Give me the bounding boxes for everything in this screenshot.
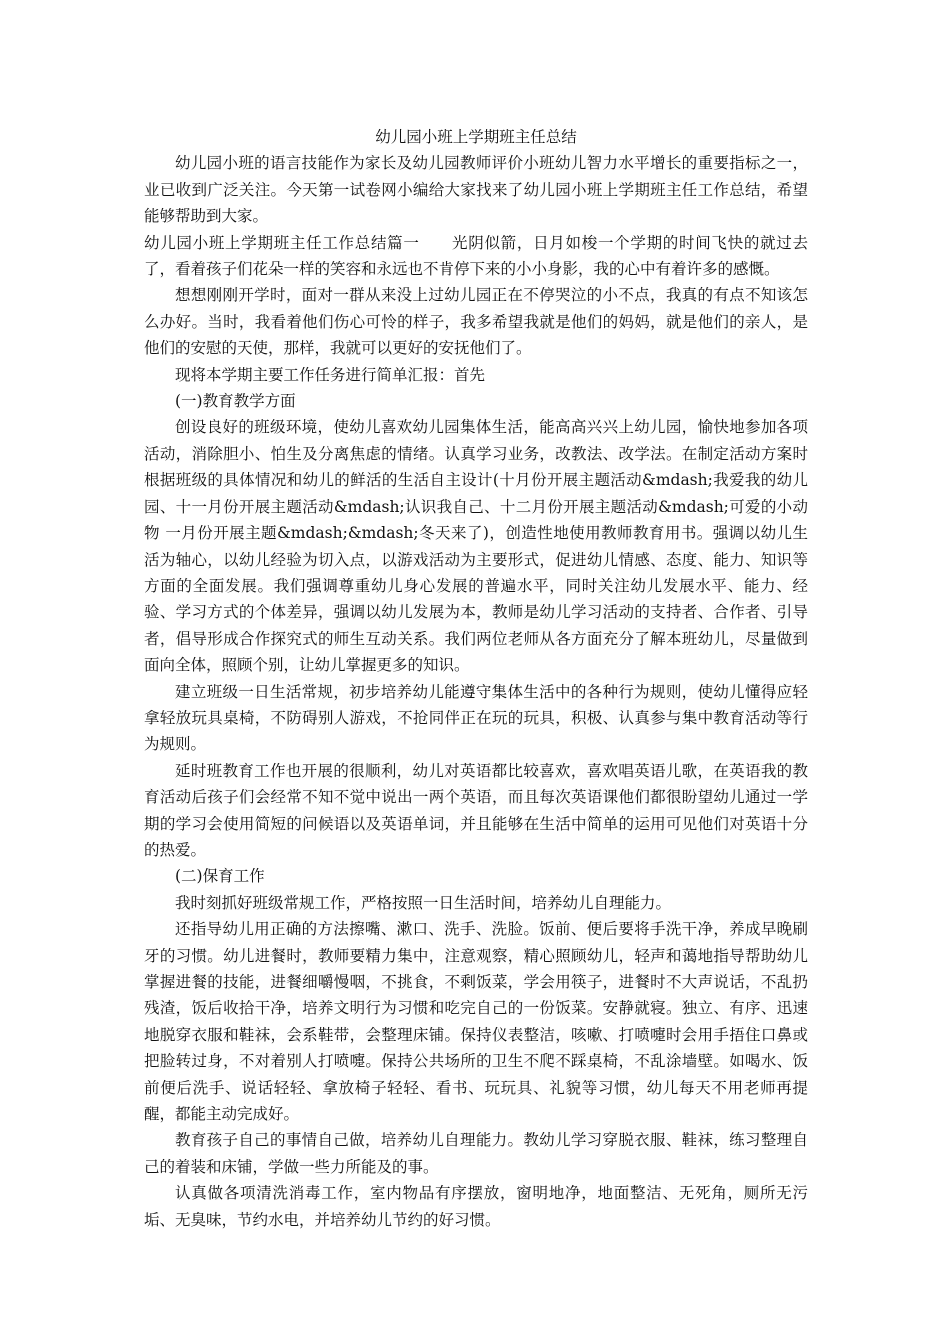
document-body (144, 124, 808, 1233)
paragraph-routine-work: 我时刻抓好班级常规工作，严格按照一日生活时间，培养幼儿自理能力。 (175, 893, 672, 912)
section-heading-care: (二)保育工作 (175, 867, 265, 886)
paragraph-class-environment: 创设良好的班级环境，使幼儿喜欢幼儿园集体生活，能高高兴兴上幼儿园，愉快地参加各项活动，消除胆小、怕生及分离焦虑的情绪。认真学习业务，改教法、改学法。在制定活动方案时根据班级的具体情况和幼儿的鲜活的生活自主设计(十月份开展主题活动&mdash;我爱我的幼儿园、十一月份开展主题活动&mdash;认识我自己、十二月份开展主题活动&mdash;可爱的小动物 一月份开展主题&mdash;&mdash;冬天来了)，创造性地使用教师教育用书。强调以幼儿生活为轴心，以幼儿经验为切入点，以游戏活动为主要形式，促进幼儿情感、态度、能力、知识等方面的全面发展。我们强调尊重幼儿身心发展的普遍水平，同时关注幼儿发展水平、能力、经验、学习方式的个体差异，强调以幼儿发展为本，教师是幼儿学习活动的支持者、合作者、引导者，倡导形成合作探究式的师生互动关系。我们两位老师从各方面充分了解本班幼儿，尽量做到面向全体，照顾个别，让幼儿掌握更多的知识。 (144, 418, 808, 675)
paragraph-self-care: 教育孩子自己的事情自己做，培养幼儿自理能力。教幼儿学习穿脱衣服、鞋袜，练习整理自己的着装和床铺，学做一些力所能及的事。 (144, 1131, 808, 1176)
paragraph-report-intro: 现将本学期主要工作任务进行简单汇报：首先 (175, 365, 486, 384)
document-title: 幼儿园小班上学期班主任总结 (375, 128, 577, 146)
paragraph-hygiene-habits: 还指导幼儿用正确的方法擦嘴、漱口、洗手、洗脸。饭前、便后要将手洗干净，养成早晚刷牙的习惯。幼儿进餐时，教师要精力集中，注意观察，精心照顾幼儿，轻声和蔼地指导帮助幼儿掌握进餐的技能，进餐细嚼慢咽，不挑食，不剩饭菜，学会用筷子，进餐时不大声说话，不乱扔残渣，饭后收拾干净，培养文明行为习惯和吃完自己的一份饭菜。安静就寝。独立、有序、迅速地脱穿衣服和鞋袜，会系鞋带，会整理床铺。保持仪表整洁，咳嗽、打喷嚏时会用手捂住口鼻或把脸转过身，不对着别人打喷嚏。保持公共场所的卫生不爬不踩桌椅，不乱涂墙壁。如喝水、饭前便后洗手、说话轻轻、拿放椅子轻轻、看书、玩玩具、礼貌等习惯，幼儿每天不用老师再提醒，都能主动完成好。 (144, 920, 808, 1124)
paragraph-daily-routine: 建立班级一日生活常规，初步培养幼儿能遵守集体生活中的各种行为规则，使幼儿懂得应轻拿轻放玩具桌椅，不防碍别人游戏，不抢同伴正在玩的玩具，积极、认真参与集中教育活动等行为规则。 (144, 682, 808, 754)
paragraph-intro: 幼儿园小班的语言技能作为家长及幼儿园教师评价小班幼儿智力水平增长的重要指标之一，业已收到广泛关注。今天第一试卷网小编给大家找来了幼儿园小班上学期班主任工作总结，希望能够帮助到大家。 (144, 154, 808, 226)
paragraph-cleaning: 认真做各项清洗消毒工作，室内物品有序摆放，窗明地净，地面整洁、无死角，厕所无污垢、无臭味，节约水电，并培养幼儿节约的好习惯。 (144, 1184, 808, 1229)
paragraph-english-class: 延时班教育工作也开展的很顺利，幼儿对英语都比较喜欢，喜欢唱英语儿歌，在英语我的教育活动后孩子们会经常不知不觉中说出一两个英语，而且每次英语课他们都很盼望幼儿通过一学期的学习会使用简短的问候语以及英语单词，并且能够在生活中简单的运用可见他们对英语十分的热爱。 (144, 761, 808, 859)
section-heading-education: (一)教育教学方面 (175, 392, 296, 411)
paragraph-recollection: 想想刚刚开学时，面对一群从来没上过幼儿园正在不停哭泣的小不点，我真的有点不知该怎么办好。当时，我看着他们伤心可怜的样子，我多希望我就是他们的妈妈，就是他们的亲人，是他们的安慰的天使，那样，我就可以更好的安抚他们了。 (144, 286, 808, 358)
paragraph-part-one-heading: 幼儿园小班上学期班主任工作总结篇一 光阴似箭，日月如梭一个学期的时间飞快的就过去了，看着孩子们花朵一样的笑容和永远也不肯停下来的小小身影，我的心中有着许多的感慨。 (144, 233, 808, 279)
